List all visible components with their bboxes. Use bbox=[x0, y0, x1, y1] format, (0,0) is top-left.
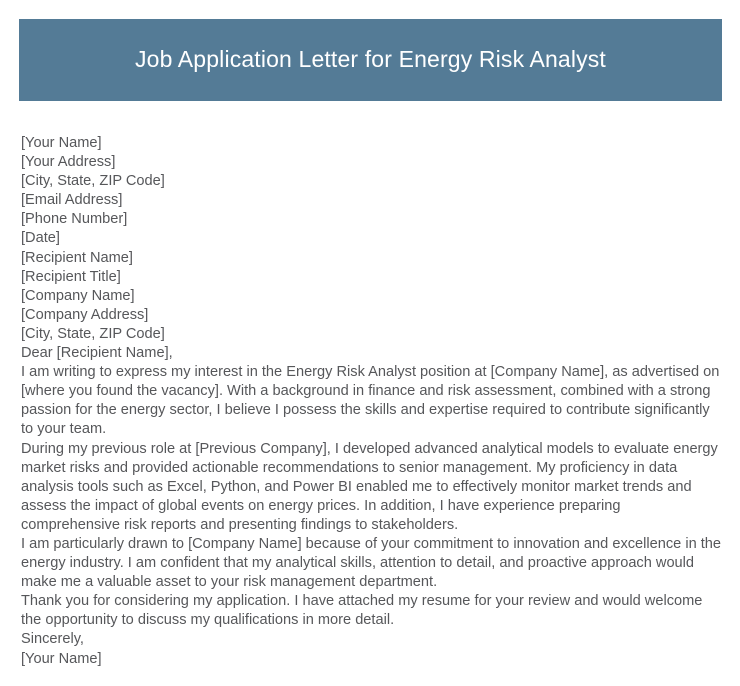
body-paragraph-3: I am particularly drawn to [Company Name] because of your commitment to innovation and excellence in the energy industry. I am confident that my analytical skills, attention to detail, and proactive approach would make me a valuable asset to your risk management department. bbox=[21, 535, 722, 591]
body-paragraph-4: Thank you for considering my application. I have attached my resume for your review and would welcome the opportunity to discuss my qualifications in more detail. bbox=[21, 593, 703, 629]
sender-line-email: [Email Address] bbox=[21, 192, 123, 209]
letter-header-banner bbox=[19, 19, 722, 101]
salutation: Dear [Recipient Name], bbox=[21, 345, 173, 362]
recipient-line-city: [City, State, ZIP Code] bbox=[21, 325, 165, 342]
body-paragraph-1: I am writing to express my interest in the Energy Risk Analyst position at [Company Name], as advertised on [where you found the vacancy]. With a background in finance and risk assessment, combined with a strong passion for the energy sector, I believe I possess the skills and expertise required to contribute significantly to your team. bbox=[21, 364, 720, 438]
recipient-line-company: [Company Name] bbox=[21, 287, 135, 304]
recipient-line-address: [Company Address] bbox=[21, 306, 149, 323]
recipient-line-name: [Recipient Name] bbox=[21, 249, 133, 266]
recipient-line-title: [Recipient Title] bbox=[21, 268, 121, 285]
letter-body bbox=[21, 134, 723, 669]
sender-line-date: [Date] bbox=[21, 230, 60, 247]
closing-signature-name: [Your Name] bbox=[21, 650, 102, 667]
page-title: Job Application Letter for Energy Risk Analyst bbox=[135, 46, 606, 73]
body-paragraph-2: During my previous role at [Previous Company], I developed advanced analytical models to evaluate energy market risks and provided actionable recommendations to senior management. My proficiency in data analysis tools such as Excel, Python, and Power BI enabled me to effectively monitor market trends and assess the impact of global events on energy prices. In addition, I have experience preparing comprehensive risk reports and presenting findings to stakeholders. bbox=[21, 440, 718, 533]
closing-valediction: Sincerely, bbox=[21, 631, 84, 648]
sender-line-name: [Your Name] bbox=[21, 135, 102, 151]
sender-line-address: [Your Address] bbox=[21, 154, 116, 171]
sender-line-city: [City, State, ZIP Code] bbox=[21, 173, 165, 190]
sender-line-phone: [Phone Number] bbox=[21, 211, 128, 228]
